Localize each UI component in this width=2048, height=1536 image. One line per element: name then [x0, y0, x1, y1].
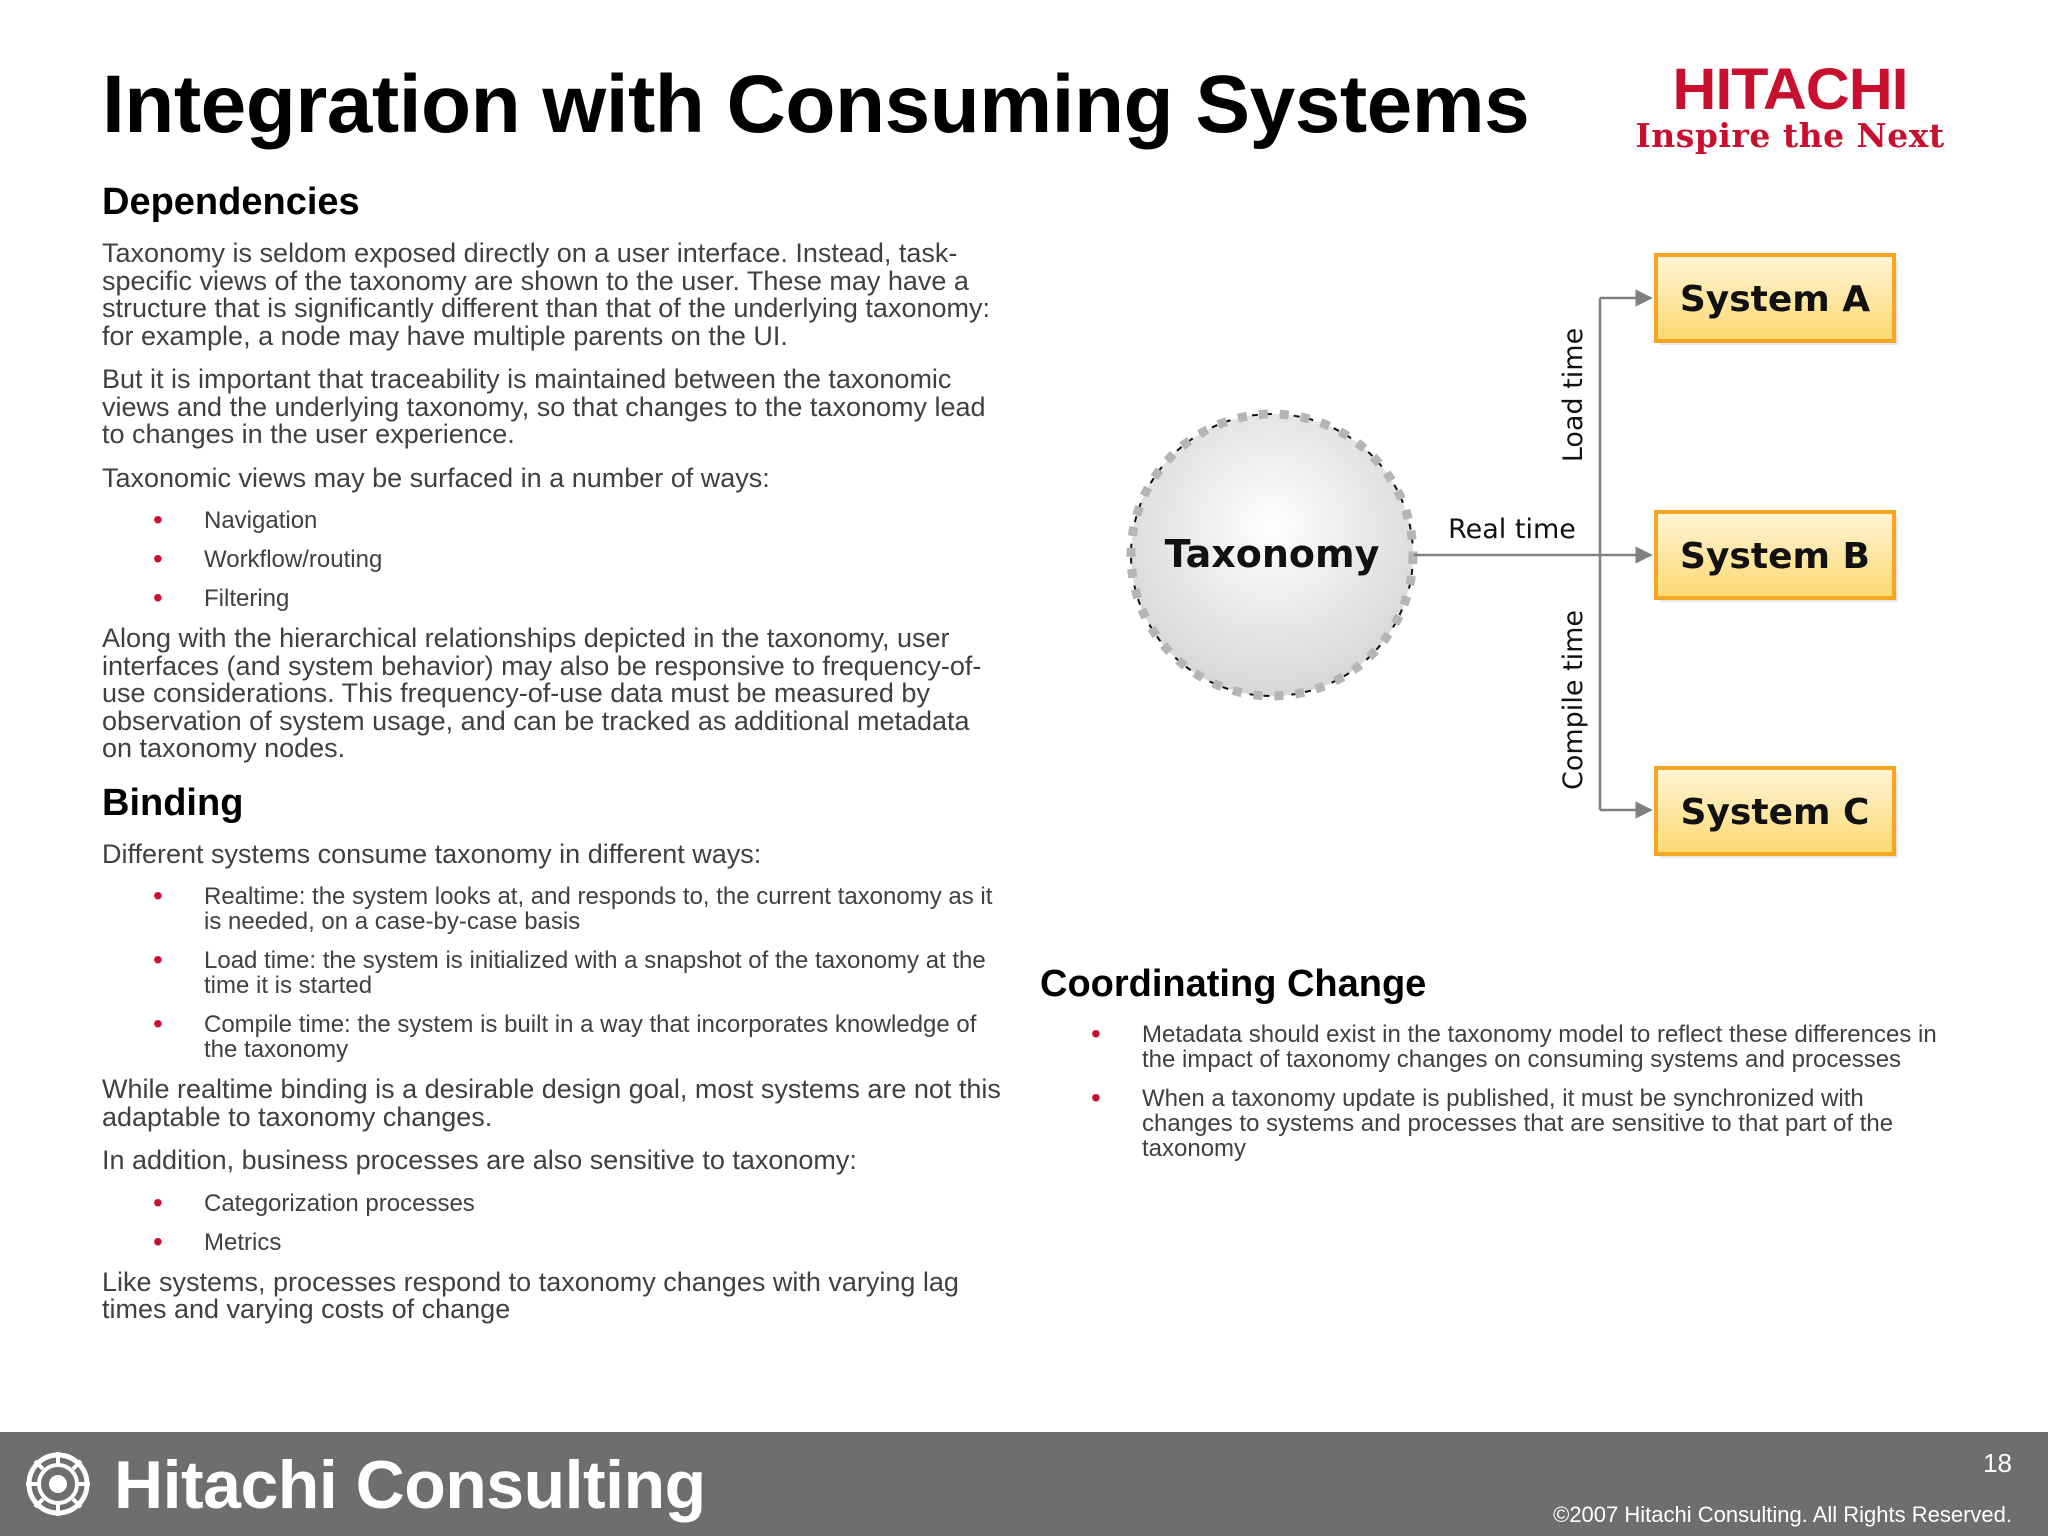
- taxonomy-node: [1131, 414, 1413, 696]
- dependencies-paragraph: Along with the hierarchical relationships depicted in the taxonomy, user interfaces (and system behavior) may also be responsive to frequency-of-use considerations. This frequency-of-use data must be measured by observation of system usage, and can be tracked as additional metadata on taxonomy nodes.: [102, 623, 982, 763]
- views-list: [102, 508, 1007, 611]
- coordinating-change-heading: Coordinating Change: [1040, 963, 1427, 1005]
- system-a-node: [1656, 255, 1898, 345]
- coordinating-change-list: [1040, 1022, 1960, 1161]
- binding-heading: Binding: [102, 781, 244, 824]
- system-a-label: System A: [1679, 279, 1871, 320]
- list-item: • Navigation: [204, 508, 1007, 533]
- list-item: • Metadata should exist in the taxonomy model to reflect these differences in the impact of taxonomy changes on consuming systems and processes: [1142, 1022, 1960, 1072]
- system-c-label: System C: [1680, 792, 1870, 833]
- left-column: [102, 180, 1007, 1340]
- binding-list: [102, 884, 1007, 1062]
- system-b-label: System B: [1680, 536, 1870, 577]
- logo-tagline: Inspire the Next: [1635, 116, 1945, 155]
- list-item: • Categorization processes: [204, 1191, 1007, 1216]
- binding-paragraph: While realtime binding is a desirable design goal, most systems are not this adaptable to taxonomy changes.: [102, 1074, 1001, 1132]
- list-item: • When a taxonomy update is published, it must be synchronized with changes to systems and processes that are sensitive to that part of the taxonomy: [1142, 1086, 1960, 1161]
- footer-brand: Hitachi Consulting: [114, 1447, 706, 1523]
- binding-paragraph: In addition, business processes are also sensitive to taxonomy:: [102, 1145, 857, 1175]
- logo-brand: HITACHI: [1672, 57, 1908, 122]
- taxonomy-label: Taxonomy: [1164, 532, 1380, 576]
- copyright-text: ©2007 Hitachi Consulting. All Rights Reserved.: [1553, 1502, 2012, 1527]
- binding-paragraph: Like systems, processes respond to taxonomy changes with varying lag times and varying costs of change: [102, 1266, 959, 1324]
- footer-bar: [0, 1432, 2048, 1536]
- dependencies-paragraph: Taxonomic views may be surfaced in a number of ways:: [102, 462, 770, 493]
- slide-title: Integration with Consuming Systems: [102, 59, 1530, 150]
- binding-paragraph: Different systems consume taxonomy in different ways:: [102, 838, 762, 869]
- load-time-label: Load time: [1558, 327, 1589, 463]
- diagram-svg: [1100, 240, 1960, 880]
- binding-diagram: [1100, 240, 1960, 880]
- real-time-label: Real time: [1448, 514, 1576, 545]
- system-c-node: [1656, 768, 1898, 858]
- coordinating-change-section: [1040, 962, 1960, 1175]
- connector-lines: [1414, 298, 1651, 810]
- system-b-node: [1656, 512, 1898, 602]
- list-item: • Compile time: the system is built in a way that incorporates knowledge of the taxonomy: [204, 1012, 1007, 1062]
- list-item: • Workflow/routing: [204, 547, 1007, 572]
- list-item: • Metrics: [204, 1230, 1007, 1255]
- list-item: • Realtime: the system looks at, and responds to, the current taxonomy as it is needed, on a case-by-case basis: [204, 884, 1007, 934]
- page-number: 18: [1983, 1448, 2012, 1478]
- process-list: [102, 1191, 1007, 1255]
- list-item: • Load time: the system is initialized with a snapshot of the taxonomy at the time it is started: [204, 948, 1007, 998]
- dependencies-paragraph: But it is important that traceability is maintained between the taxonomic views and the underlying taxonomy, so that changes to the taxonomy lead to changes in the user experience.: [102, 364, 986, 449]
- compile-time-label: Compile time: [1558, 609, 1589, 791]
- hitachi-logo: [1630, 57, 1950, 155]
- hitachi-consulting-logo-icon: [24, 1450, 92, 1518]
- dependencies-paragraph: Taxonomy is seldom exposed directly on a user interface. Instead, task-specific views of the taxonomy are shown to the user. These may have a structure that is significantly different than that of the underlying taxonomy: for example, a node may have multiple parents on the UI.: [102, 238, 990, 351]
- dependencies-heading: Dependencies: [102, 181, 360, 223]
- list-item: • Filtering: [204, 586, 1007, 611]
